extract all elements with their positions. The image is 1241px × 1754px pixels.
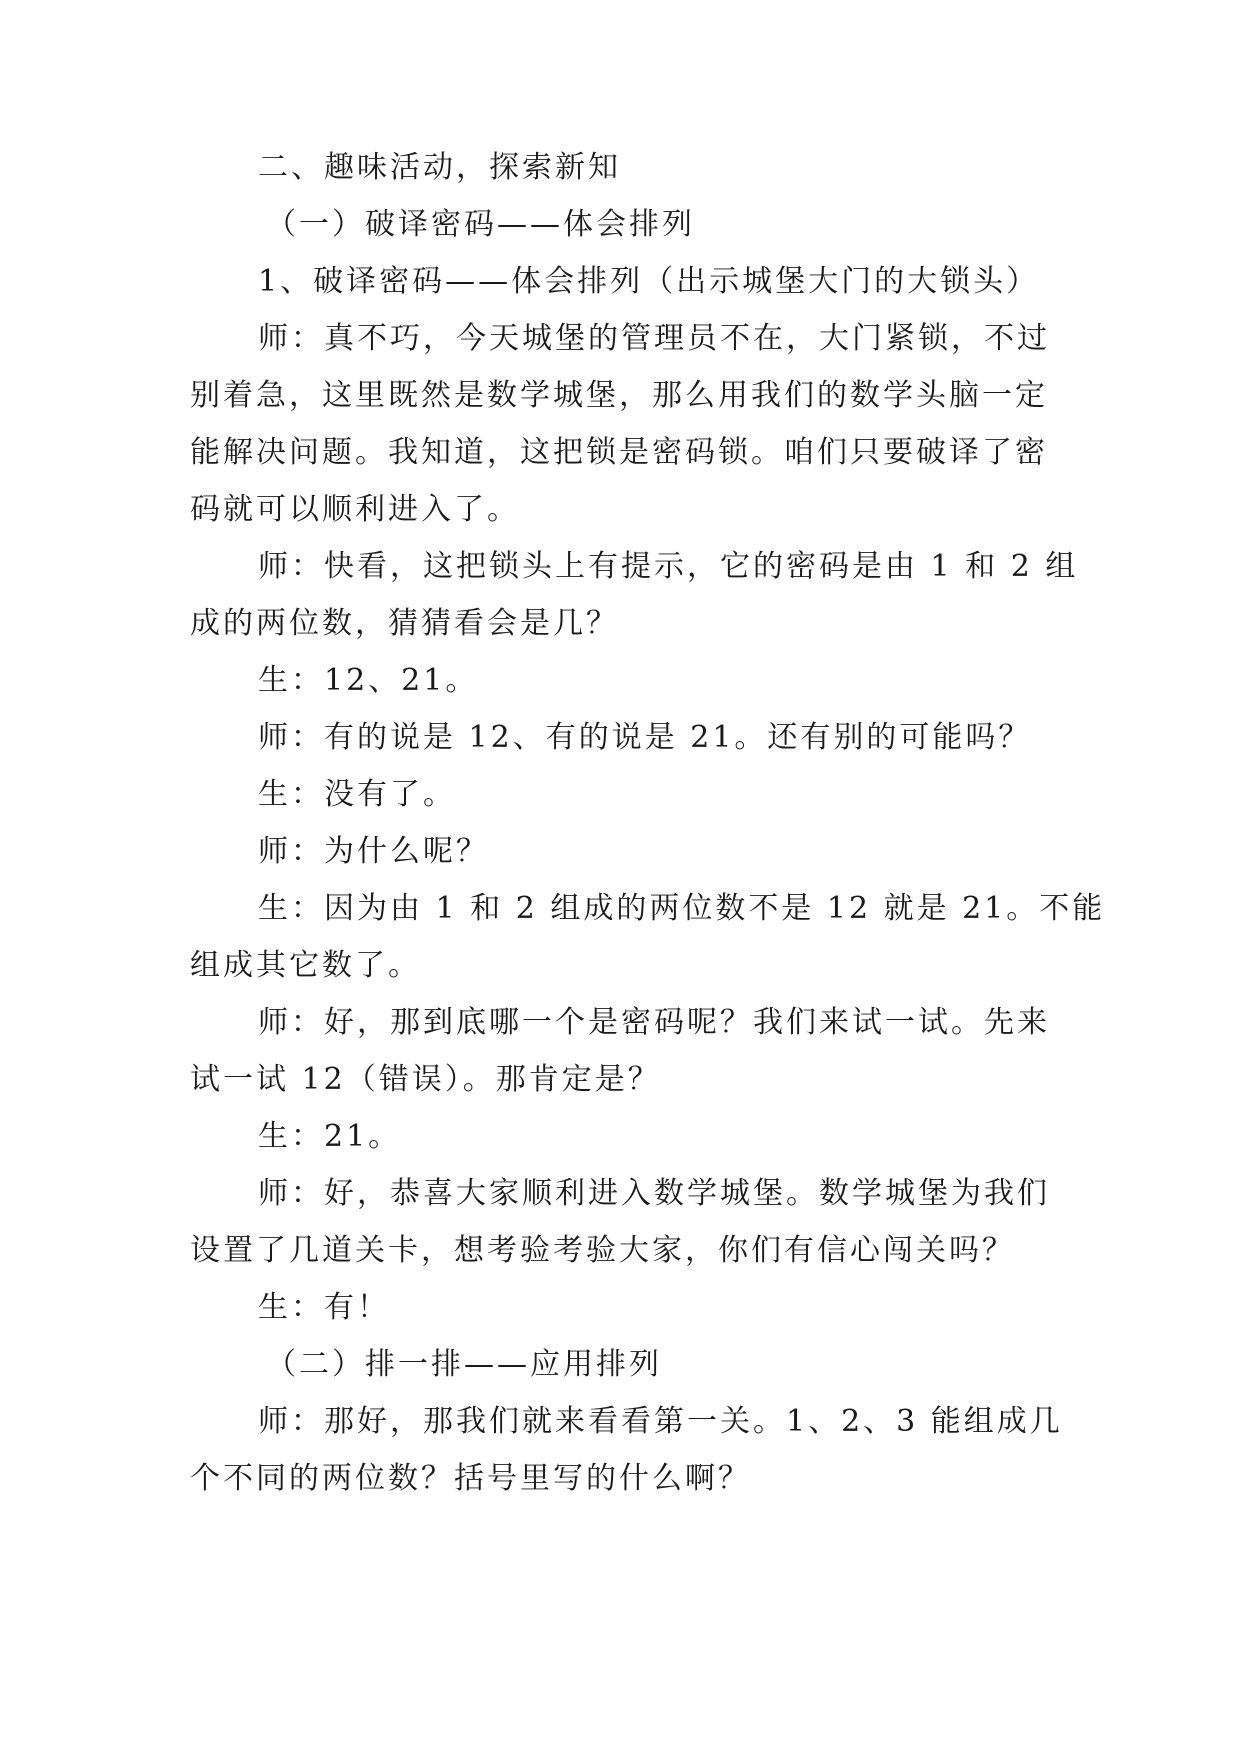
section-heading: 二、趣味活动，探索新知 <box>258 150 621 185</box>
item-1: 1、破译密码——体会排列（出示城堡大门的大锁头） <box>258 264 1040 299</box>
paragraph-line: 生：有！ <box>258 1290 390 1325</box>
paragraph-line: 能解决问题。我知道，这把锁是密码锁。咱们只要破译了密 <box>190 435 1048 470</box>
paragraph-line: 生：因为由 1 和 2 组成的两位数不是 12 就是 21。不能 <box>258 891 1106 926</box>
paragraph-line: 生：没有了。 <box>258 777 456 812</box>
paragraph-line: 码就可以顺利进入了。 <box>190 492 520 527</box>
paragraph-line: 师：好，那到底哪一个是密码呢？我们来试一试。先来 <box>258 1005 1050 1040</box>
paragraph-line: 师：为什么呢？ <box>258 834 489 869</box>
paragraph-line: 个不同的两位数？括号里写的什么啊？ <box>190 1461 751 1496</box>
paragraph-line: 师：好，恭喜大家顺利进入数学城堡。数学城堡为我们 <box>258 1176 1050 1211</box>
paragraph-line: 师：有的说是 12、有的说是 21。还有别的可能吗？ <box>258 720 1032 755</box>
paragraph-line: 生：12、21。 <box>258 663 479 698</box>
paragraph-line: 师：那好，那我们就来看看第一关。1、2、3 能组成几 <box>258 1404 1063 1439</box>
paragraph-line: 设置了几道关卡，想考验考验大家，你们有信心闯关吗？ <box>190 1233 1015 1268</box>
subheading-1: （一）破译密码——体会排列 <box>266 207 695 242</box>
paragraph-line: 师：快看，这把锁头上有提示，它的密码是由 1 和 2 组 <box>258 549 1079 584</box>
subheading-2: （二）排一排——应用排列 <box>266 1347 662 1382</box>
paragraph-line: 师：真不巧，今天城堡的管理员不在，大门紧锁，不过 <box>258 321 1050 356</box>
paragraph-line: 别着急，这里既然是数学城堡，那么用我们的数学头脑一定 <box>190 378 1048 413</box>
paragraph-line: 组成其它数了。 <box>190 948 421 983</box>
paragraph-line: 成的两位数，猜猜看会是几？ <box>190 606 619 641</box>
paragraph-line: 试一试 12（错误）。那肯定是？ <box>190 1062 661 1097</box>
paragraph-line: 生：21。 <box>258 1119 402 1154</box>
